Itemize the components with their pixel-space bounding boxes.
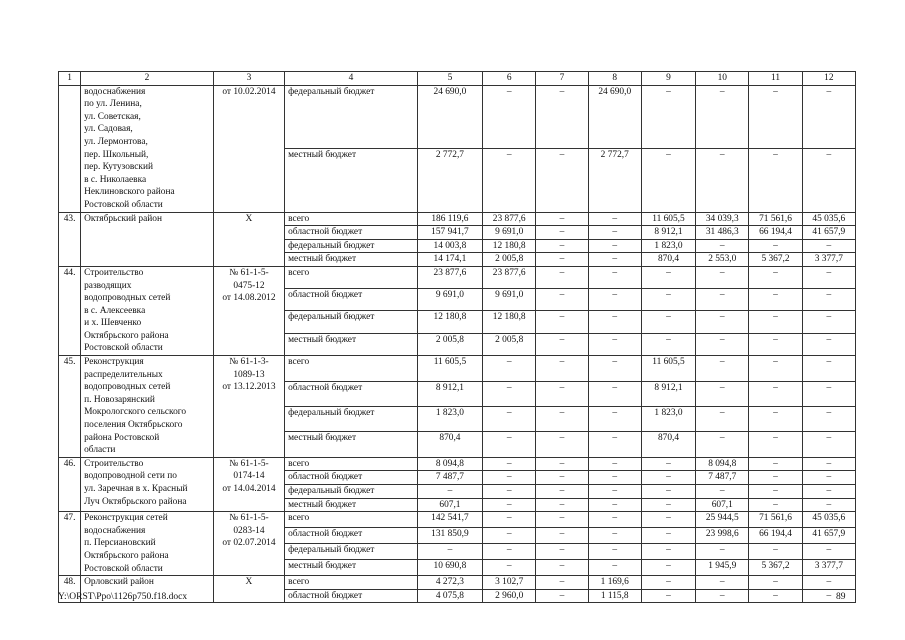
funding-source-cell: всего [285,212,418,226]
value-cell: 5 367,2 [749,253,802,267]
table-row [59,212,856,226]
value-cell: – [417,485,482,499]
item-number-cell: 45. [59,356,81,458]
value-cell: – [483,498,536,512]
value-cell: 12 180,8 [417,311,482,333]
table-body [59,72,856,603]
funding-source-cell: областной бюджет [285,226,418,240]
value-cell: – [749,432,802,457]
funding-source-cell: местный бюджет [285,560,418,576]
value-cell: – [802,289,855,311]
funding-source-cell: всего [285,576,418,590]
value-cell: – [641,589,695,603]
item-document-cell: № 61-1-5- 0475-12 от 14.08.2012 [213,266,284,355]
value-cell: – [749,406,802,431]
value-cell: 23 877,6 [417,266,482,288]
value-cell: – [749,266,802,288]
value-cell: 24 690,0 [588,85,641,148]
value-cell: – [641,85,695,148]
value-cell: – [536,266,588,288]
value-cell: – [536,560,588,576]
table-row [59,512,856,528]
value-cell: 131 850,9 [417,528,482,544]
value-cell: – [641,576,695,590]
value-cell: 23 998,6 [696,528,749,544]
value-cell: – [802,457,855,471]
header-row [59,72,856,86]
value-cell: 41 657,9 [802,226,855,240]
value-cell: – [641,485,695,499]
item-description-cell: Строительство разводящих водопроводных сетей в с. Алексеевка и х. Шевченко Октябрьского района Ростовской области [81,266,214,355]
value-cell: 3 377,7 [802,253,855,267]
value-cell: – [536,253,588,267]
value-cell: 157 941,7 [417,226,482,240]
value-cell: 9 691,0 [483,226,536,240]
value-cell: 9 691,0 [483,289,536,311]
funding-source-cell: федеральный бюджет [285,544,418,560]
value-cell: – [588,512,641,528]
value-cell: – [536,589,588,603]
value-cell: – [536,485,588,499]
value-cell: – [536,471,588,485]
value-cell: – [802,485,855,499]
value-cell: 8 912,1 [641,226,695,240]
value-cell: – [749,589,802,603]
budget-table [58,71,856,603]
item-document-cell: № 61-1-3- 1089-13 от 13.12.2013 [213,356,284,458]
value-cell: – [536,356,588,381]
header-cell: 9 [641,72,695,86]
value-cell: 870,4 [417,432,482,457]
value-cell: – [802,406,855,431]
value-cell: 3 102,7 [483,576,536,590]
value-cell: – [749,149,802,212]
value-cell: 9 691,0 [417,289,482,311]
value-cell: – [483,485,536,499]
value-cell: – [588,212,641,226]
value-cell: – [483,560,536,576]
value-cell: – [696,289,749,311]
item-document-cell: Х [213,212,284,266]
table-row [59,457,856,471]
item-description-cell: Реконструкция сетей водоснабжения п. Персиановский Октябрьского района Ростовской области [81,512,214,576]
value-cell: – [749,457,802,471]
value-cell: – [536,457,588,471]
value-cell: – [802,498,855,512]
header-cell: 4 [285,72,418,86]
value-cell: – [749,381,802,406]
value-cell: – [696,266,749,288]
item-number-cell [59,85,81,212]
value-cell: – [588,266,641,288]
header-cell: 1 [59,72,81,86]
funding-source-cell: областной бюджет [285,289,418,311]
value-cell: 14 174,1 [417,253,482,267]
value-cell: – [749,333,802,355]
value-cell: – [802,333,855,355]
header-cell: 7 [536,72,588,86]
value-cell: – [696,576,749,590]
value-cell: – [536,512,588,528]
value-cell: – [749,485,802,499]
value-cell: – [696,311,749,333]
value-cell: – [696,544,749,560]
value-cell: – [588,471,641,485]
value-cell: 1 823,0 [641,406,695,431]
value-cell: – [696,432,749,457]
value-cell: 8 094,8 [696,457,749,471]
value-cell: 1 115,8 [588,589,641,603]
header-cell: 3 [213,72,284,86]
value-cell: 2 005,8 [417,333,482,355]
page-number: 89 [836,592,846,602]
value-cell: 41 657,9 [802,528,855,544]
value-cell: – [802,544,855,560]
value-cell: – [641,333,695,355]
funding-source-cell: местный бюджет [285,149,418,212]
value-cell: 1 169,6 [588,576,641,590]
funding-source-cell: областной бюджет [285,589,418,603]
funding-source-cell: федеральный бюджет [285,485,418,499]
value-cell: 7 487,7 [417,471,482,485]
value-cell: – [802,576,855,590]
value-cell: – [749,239,802,253]
table-row [59,85,856,148]
value-cell: – [588,381,641,406]
funding-source-cell: федеральный бюджет [285,406,418,431]
header-cell: 2 [81,72,214,86]
value-cell: – [588,457,641,471]
item-description-cell: Реконструкция распределительных водопроводных сетей п. Новозарянский Мокрологского сельского поселения Октябрьского района Ростовской области [81,356,214,458]
item-number-cell: 43. [59,212,81,266]
funding-source-cell: местный бюджет [285,253,418,267]
value-cell: 2 005,8 [483,333,536,355]
value-cell: – [696,589,749,603]
value-cell: – [483,356,536,381]
value-cell: – [802,381,855,406]
value-cell: – [641,311,695,333]
funding-source-cell: федеральный бюджет [285,311,418,333]
value-cell: – [641,289,695,311]
value-cell: – [536,432,588,457]
value-cell: 23 877,6 [483,212,536,226]
value-cell: – [641,498,695,512]
value-cell: – [483,544,536,560]
value-cell: – [588,289,641,311]
item-number-cell: 48. [59,576,81,603]
value-cell: – [588,528,641,544]
value-cell: – [536,544,588,560]
value-cell: 8 094,8 [417,457,482,471]
value-cell: 870,4 [641,432,695,457]
value-cell: – [483,85,536,148]
value-cell: – [536,149,588,212]
value-cell: – [536,311,588,333]
value-cell: – [696,485,749,499]
value-cell: – [536,226,588,240]
header-cell: 5 [417,72,482,86]
funding-source-cell: местный бюджет [285,333,418,355]
value-cell: – [588,311,641,333]
value-cell: – [483,406,536,431]
value-cell: 11 605,5 [641,212,695,226]
value-cell: – [802,149,855,212]
value-cell: – [749,356,802,381]
value-cell: 142 541,7 [417,512,482,528]
item-description-cell: Орловский район [81,576,214,603]
value-cell: 2 553,0 [696,253,749,267]
item-number-cell: 46. [59,457,81,511]
value-cell: – [588,356,641,381]
value-cell: – [641,560,695,576]
item-description-cell: Строительство водопроводной сети по ул. Заречная в х. Красный Луч Октябрьского района [81,457,214,511]
value-cell: 1 945,9 [696,560,749,576]
value-cell: – [588,333,641,355]
value-cell: – [802,239,855,253]
value-cell: – [483,432,536,457]
funding-source-cell: всего [285,457,418,471]
value-cell: 8 912,1 [641,381,695,406]
value-cell: 12 180,8 [483,311,536,333]
value-cell: – [749,311,802,333]
value-cell: – [749,498,802,512]
table-row [59,356,856,381]
value-cell: – [696,239,749,253]
value-cell: – [483,471,536,485]
item-number-cell: 47. [59,512,81,576]
value-cell: 71 561,6 [749,512,802,528]
value-cell: 2 960,0 [483,589,536,603]
value-cell: – [483,528,536,544]
table-row [59,576,856,590]
funding-source-cell: областной бюджет [285,381,418,406]
header-cell: 6 [483,72,536,86]
value-cell: 7 487,7 [696,471,749,485]
value-cell: – [802,589,855,603]
value-cell: – [749,544,802,560]
funding-source-cell: местный бюджет [285,498,418,512]
value-cell: 2 772,7 [588,149,641,212]
value-cell: 1 823,0 [417,406,482,431]
value-cell: – [696,406,749,431]
value-cell: – [749,471,802,485]
value-cell: – [588,239,641,253]
value-cell: – [536,381,588,406]
value-cell: 607,1 [696,498,749,512]
value-cell: – [536,498,588,512]
value-cell: 25 944,5 [696,512,749,528]
value-cell: – [588,544,641,560]
value-cell: – [536,333,588,355]
value-cell: 3 377,7 [802,560,855,576]
funding-source-cell: всего [285,266,418,288]
value-cell: 24 690,0 [417,85,482,148]
value-cell: – [536,406,588,431]
value-cell: 12 180,8 [483,239,536,253]
value-cell: – [641,471,695,485]
value-cell: 8 912,1 [417,381,482,406]
value-cell: 45 035,6 [802,212,855,226]
value-cell: – [588,406,641,431]
item-document-cell: Х [213,576,284,603]
value-cell: – [802,266,855,288]
value-cell: 2 005,8 [483,253,536,267]
value-cell: – [641,528,695,544]
funding-source-cell: всего [285,356,418,381]
header-cell: 10 [696,72,749,86]
value-cell: 2 772,7 [417,149,482,212]
value-cell: – [802,85,855,148]
value-cell: – [802,432,855,457]
table-row [59,266,856,288]
value-cell: – [588,226,641,240]
value-cell: – [417,544,482,560]
value-cell: – [536,289,588,311]
value-cell: 66 194,4 [749,226,802,240]
value-cell: – [696,85,749,148]
value-cell: 5 367,2 [749,560,802,576]
value-cell: – [588,485,641,499]
footer-file-path: Y:\ORST\Ppo\1126p750.f18.docx [58,592,188,602]
value-cell: – [641,457,695,471]
value-cell: – [536,85,588,148]
value-cell: – [641,266,695,288]
value-cell: – [802,356,855,381]
value-cell: 4 075,8 [417,589,482,603]
value-cell: 14 003,8 [417,239,482,253]
value-cell: – [802,471,855,485]
value-cell: – [802,311,855,333]
value-cell: – [483,149,536,212]
value-cell: 10 690,8 [417,560,482,576]
value-cell: – [483,457,536,471]
value-cell: – [483,381,536,406]
value-cell: – [536,212,588,226]
value-cell: – [749,289,802,311]
value-cell: – [696,149,749,212]
value-cell: – [641,544,695,560]
header-cell: 8 [588,72,641,86]
funding-source-cell: областной бюджет [285,528,418,544]
value-cell: – [588,498,641,512]
value-cell: 186 119,6 [417,212,482,226]
header-cell: 11 [749,72,802,86]
value-cell: – [588,560,641,576]
funding-source-cell: местный бюджет [285,432,418,457]
funding-source-cell: федеральный бюджет [285,239,418,253]
item-document-cell: № 61-1-5- 0174-14 от 14.04.2014 [213,457,284,511]
item-number-cell: 44. [59,266,81,355]
value-cell: 34 039,3 [696,212,749,226]
value-cell: 4 272,3 [417,576,482,590]
header-cell: 12 [802,72,855,86]
item-description-cell: Октябрьский район [81,212,214,266]
value-cell: 11 605,5 [417,356,482,381]
value-cell: – [536,576,588,590]
value-cell: 11 605,5 [641,356,695,381]
value-cell: – [696,356,749,381]
funding-source-cell: всего [285,512,418,528]
value-cell: – [536,239,588,253]
value-cell: – [696,333,749,355]
value-cell: – [749,576,802,590]
value-cell: – [536,528,588,544]
value-cell: 71 561,6 [749,212,802,226]
value-cell: – [588,253,641,267]
value-cell: 607,1 [417,498,482,512]
value-cell: – [483,512,536,528]
value-cell: – [588,432,641,457]
value-cell: – [641,512,695,528]
item-document-cell: № 61-1-5- 0283-14 от 02.07.2014 [213,512,284,576]
value-cell: – [641,149,695,212]
value-cell: 31 486,3 [696,226,749,240]
value-cell: 870,4 [641,253,695,267]
value-cell: 23 877,6 [483,266,536,288]
item-description-cell: водоснабжения по ул. Ленина, ул. Советская, ул. Садовая, ул. Лермонтова, пер. Школьный, пер. Кутузовский в с. Николаевка Неклиновского района Ростовской области [81,85,214,212]
value-cell: 66 194,4 [749,528,802,544]
value-cell: – [749,85,802,148]
value-cell: 1 823,0 [641,239,695,253]
value-cell: 45 035,6 [802,512,855,528]
funding-source-cell: областной бюджет [285,471,418,485]
funding-source-cell: федеральный бюджет [285,85,418,148]
item-document-cell: от 10.02.2014 [213,85,284,212]
value-cell: – [696,381,749,406]
